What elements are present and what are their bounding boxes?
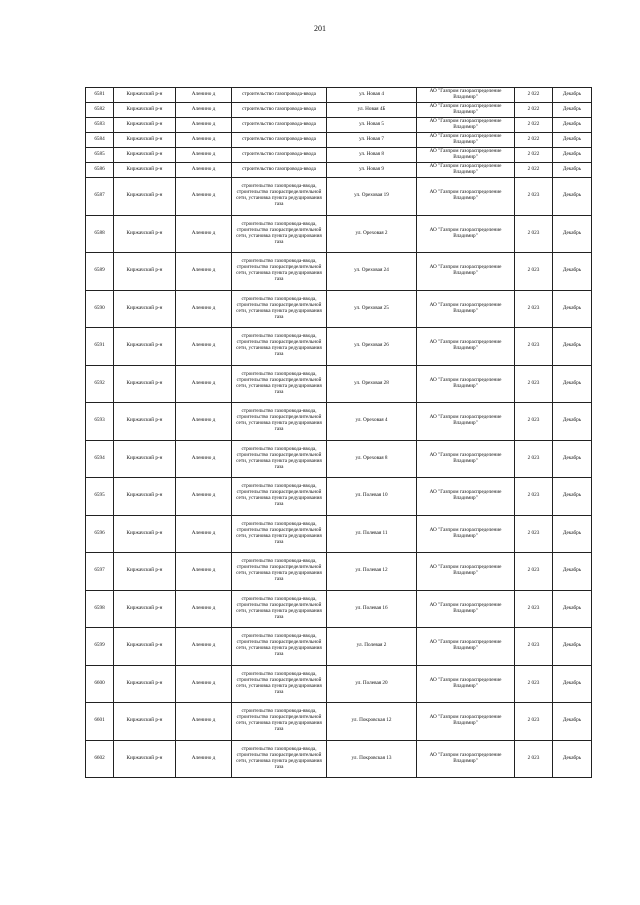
work-type-cell: строительство газопровода-ввода, строительство газораспределительной сети, установка пункта редуцирования газа bbox=[232, 253, 327, 291]
organization-cell: АО "Газпром газораспределение Владимир" bbox=[417, 118, 515, 133]
table-row bbox=[86, 103, 592, 118]
table-row bbox=[86, 133, 592, 148]
year-cell: 2 022 bbox=[515, 163, 553, 178]
address-cell: ул. Ореховая 24 bbox=[327, 253, 417, 291]
row-number: 6600 bbox=[86, 665, 114, 703]
address-cell: ул. Полевая 20 bbox=[327, 665, 417, 703]
locality-cell: Аленино д bbox=[176, 515, 232, 553]
address-cell: ул. Новая 5 bbox=[327, 118, 417, 133]
row-number: 6584 bbox=[86, 133, 114, 148]
table-row bbox=[86, 553, 592, 591]
year-cell: 2 023 bbox=[515, 403, 553, 441]
locality-cell: Аленино д bbox=[176, 290, 232, 328]
month-cell: Декабрь bbox=[553, 118, 592, 133]
organization-cell: АО "Газпром газораспределение Владимир" bbox=[417, 88, 515, 103]
organization-cell: АО "Газпром газораспределение Владимир" bbox=[417, 253, 515, 291]
work-type-cell: строительство газопровода-ввода, строительство газораспределительной сети, установка пункта редуцирования газа bbox=[232, 665, 327, 703]
year-cell: 2 022 bbox=[515, 103, 553, 118]
locality-cell: Аленино д bbox=[176, 328, 232, 366]
month-cell: Декабрь bbox=[553, 553, 592, 591]
locality-cell: Аленино д bbox=[176, 103, 232, 118]
month-cell: Декабрь bbox=[553, 148, 592, 163]
month-cell: Декабрь bbox=[553, 478, 592, 516]
locality-cell: Аленино д bbox=[176, 740, 232, 778]
month-cell: Декабрь bbox=[553, 178, 592, 216]
year-cell: 2 023 bbox=[515, 290, 553, 328]
table-row bbox=[86, 148, 592, 163]
work-type-cell: строительство газопровода-ввода bbox=[232, 88, 327, 103]
district-cell: Киржачский р-н bbox=[114, 478, 176, 516]
work-type-cell: строительство газопровода-ввода bbox=[232, 163, 327, 178]
organization-cell: АО "Газпром газораспределение Владимир" bbox=[417, 515, 515, 553]
year-cell: 2 022 bbox=[515, 118, 553, 133]
address-cell: ул. Ореховая 2 bbox=[327, 215, 417, 253]
address-cell: ул. Ореховая 25 bbox=[327, 290, 417, 328]
row-number: 6590 bbox=[86, 290, 114, 328]
address-cell: ул. Полевая 16 bbox=[327, 590, 417, 628]
district-cell: Киржачский р-н bbox=[114, 215, 176, 253]
work-type-cell: строительство газопровода-ввода, строительство газораспределительной сети, установка пункта редуцирования газа bbox=[232, 403, 327, 441]
table-row bbox=[86, 478, 592, 516]
month-cell: Декабрь bbox=[553, 590, 592, 628]
address-cell: ул. Ореховая 8 bbox=[327, 440, 417, 478]
district-cell: Киржачский р-н bbox=[114, 628, 176, 666]
locality-cell: Аленино д bbox=[176, 215, 232, 253]
address-cell: ул. Ореховая 4 bbox=[327, 403, 417, 441]
row-number: 6592 bbox=[86, 365, 114, 403]
address-cell: ул. Покровская 13 bbox=[327, 740, 417, 778]
month-cell: Декабрь bbox=[553, 365, 592, 403]
row-number: 6581 bbox=[86, 88, 114, 103]
organization-cell: АО "Газпром газораспределение Владимир" bbox=[417, 590, 515, 628]
district-cell: Киржачский р-н bbox=[114, 133, 176, 148]
month-cell: Декабрь bbox=[553, 628, 592, 666]
month-cell: Декабрь bbox=[553, 253, 592, 291]
month-cell: Декабрь bbox=[553, 328, 592, 366]
district-cell: Киржачский р-н bbox=[114, 365, 176, 403]
year-cell: 2 022 bbox=[515, 88, 553, 103]
year-cell: 2 023 bbox=[515, 665, 553, 703]
organization-cell: АО "Газпром газораспределение Владимир" bbox=[417, 215, 515, 253]
locality-cell: Аленино д bbox=[176, 590, 232, 628]
district-cell: Киржачский р-н bbox=[114, 440, 176, 478]
year-cell: 2 023 bbox=[515, 440, 553, 478]
table-row bbox=[86, 703, 592, 741]
year-cell: 2 023 bbox=[515, 365, 553, 403]
month-cell: Декабрь bbox=[553, 133, 592, 148]
locality-cell: Аленино д bbox=[176, 133, 232, 148]
table-row bbox=[86, 253, 592, 291]
district-cell: Киржачский р-н bbox=[114, 403, 176, 441]
address-cell: ул. Новая 4Б bbox=[327, 103, 417, 118]
organization-cell: АО "Газпром газораспределение Владимир" bbox=[417, 628, 515, 666]
locality-cell: Аленино д bbox=[176, 703, 232, 741]
row-number: 6586 bbox=[86, 163, 114, 178]
address-cell: ул. Новая 7 bbox=[327, 133, 417, 148]
address-cell: ул. Полевая 2 bbox=[327, 628, 417, 666]
table-row bbox=[86, 290, 592, 328]
district-cell: Киржачский р-н bbox=[114, 88, 176, 103]
work-type-cell: строительство газопровода-ввода, строительство газораспределительной сети, установка пункта редуцирования газа bbox=[232, 628, 327, 666]
year-cell: 2 023 bbox=[515, 703, 553, 741]
table-row bbox=[86, 515, 592, 553]
table-body bbox=[86, 88, 592, 778]
work-type-cell: строительство газопровода-ввода, строительство газораспределительной сети, установка пункта редуцирования газа bbox=[232, 290, 327, 328]
organization-cell: АО "Газпром газораспределение Владимир" bbox=[417, 290, 515, 328]
locality-cell: Аленино д bbox=[176, 553, 232, 591]
organization-cell: АО "Газпром газораспределение Владимир" bbox=[417, 365, 515, 403]
month-cell: Декабрь bbox=[553, 440, 592, 478]
address-cell: ул. Ореховая 19 bbox=[327, 178, 417, 216]
organization-cell: АО "Газпром газораспределение Владимир" bbox=[417, 740, 515, 778]
address-cell: ул. Полевая 10 bbox=[327, 478, 417, 516]
work-type-cell: строительство газопровода-ввода, строительство газораспределительной сети, установка пункта редуцирования газа bbox=[232, 440, 327, 478]
work-type-cell: строительство газопровода-ввода, строительство газораспределительной сети, установка пункта редуцирования газа bbox=[232, 515, 327, 553]
locality-cell: Аленино д bbox=[176, 148, 232, 163]
table-row bbox=[86, 215, 592, 253]
month-cell: Декабрь bbox=[553, 103, 592, 118]
work-type-cell: строительство газопровода-ввода, строительство газораспределительной сети, установка пункта редуцирования газа bbox=[232, 740, 327, 778]
year-cell: 2 022 bbox=[515, 148, 553, 163]
district-cell: Киржачский р-н bbox=[114, 553, 176, 591]
month-cell: Декабрь bbox=[553, 163, 592, 178]
organization-cell: АО "Газпром газораспределение Владимир" bbox=[417, 440, 515, 478]
district-cell: Киржачский р-н bbox=[114, 703, 176, 741]
organization-cell: АО "Газпром газораспределение Владимир" bbox=[417, 403, 515, 441]
district-cell: Киржачский р-н bbox=[114, 515, 176, 553]
address-cell: ул. Новая 9 bbox=[327, 163, 417, 178]
work-type-cell: строительство газопровода-ввода, строительство газораспределительной сети, установка пункта редуцирования газа bbox=[232, 328, 327, 366]
row-number: 6594 bbox=[86, 440, 114, 478]
table-row bbox=[86, 88, 592, 103]
district-cell: Киржачский р-н bbox=[114, 118, 176, 133]
year-cell: 2 023 bbox=[515, 215, 553, 253]
year-cell: 2 023 bbox=[515, 553, 553, 591]
row-number: 6599 bbox=[86, 628, 114, 666]
district-cell: Киржачский р-н bbox=[114, 253, 176, 291]
locality-cell: Аленино д bbox=[176, 403, 232, 441]
organization-cell: АО "Газпром газораспределение Владимир" bbox=[417, 553, 515, 591]
locality-cell: Аленино д bbox=[176, 118, 232, 133]
district-cell: Киржачский р-н bbox=[114, 665, 176, 703]
row-number: 6591 bbox=[86, 328, 114, 366]
year-cell: 2 023 bbox=[515, 178, 553, 216]
organization-cell: АО "Газпром газораспределение Владимир" bbox=[417, 103, 515, 118]
year-cell: 2 023 bbox=[515, 253, 553, 291]
address-cell: ул. Ореховая 26 bbox=[327, 328, 417, 366]
table-row bbox=[86, 365, 592, 403]
year-cell: 2 023 bbox=[515, 478, 553, 516]
work-type-cell: строительство газопровода-ввода bbox=[232, 133, 327, 148]
table-row bbox=[86, 163, 592, 178]
locality-cell: Аленино д bbox=[176, 88, 232, 103]
district-cell: Киржачский р-н bbox=[114, 740, 176, 778]
address-cell: ул. Покровская 12 bbox=[327, 703, 417, 741]
district-cell: Киржачский р-н bbox=[114, 178, 176, 216]
organization-cell: АО "Газпром газораспределение Владимир" bbox=[417, 478, 515, 516]
organization-cell: АО "Газпром газораспределение Владимир" bbox=[417, 148, 515, 163]
work-type-cell: строительство газопровода-ввода, строительство газораспределительной сети, установка пункта редуцирования газа bbox=[232, 553, 327, 591]
row-number: 6598 bbox=[86, 590, 114, 628]
address-cell: ул. Ореховая 28 bbox=[327, 365, 417, 403]
table-row bbox=[86, 403, 592, 441]
address-cell: ул. Новая 8 bbox=[327, 148, 417, 163]
organization-cell: АО "Газпром газораспределение Владимир" bbox=[417, 703, 515, 741]
locality-cell: Аленино д bbox=[176, 440, 232, 478]
locality-cell: Аленино д bbox=[176, 628, 232, 666]
address-cell: ул. Полевая 11 bbox=[327, 515, 417, 553]
year-cell: 2 023 bbox=[515, 515, 553, 553]
organization-cell: АО "Газпром газораспределение Владимир" bbox=[417, 163, 515, 178]
district-cell: Киржачский р-н bbox=[114, 163, 176, 178]
locality-cell: Аленино д bbox=[176, 665, 232, 703]
table-row bbox=[86, 740, 592, 778]
locality-cell: Аленино д bbox=[176, 178, 232, 216]
organization-cell: АО "Газпром газораспределение Владимир" bbox=[417, 328, 515, 366]
table-row bbox=[86, 328, 592, 366]
organization-cell: АО "Газпром газораспределение Владимир" bbox=[417, 665, 515, 703]
locality-cell: Аленино д bbox=[176, 163, 232, 178]
month-cell: Декабрь bbox=[553, 665, 592, 703]
work-type-cell: строительство газопровода-ввода bbox=[232, 118, 327, 133]
month-cell: Декабрь bbox=[553, 403, 592, 441]
row-number: 6583 bbox=[86, 118, 114, 133]
row-number: 6601 bbox=[86, 703, 114, 741]
table-row bbox=[86, 118, 592, 133]
district-cell: Киржачский р-н bbox=[114, 590, 176, 628]
work-type-cell: строительство газопровода-ввода bbox=[232, 148, 327, 163]
month-cell: Декабрь bbox=[553, 215, 592, 253]
row-number: 6585 bbox=[86, 148, 114, 163]
gasification-table bbox=[85, 87, 592, 778]
year-cell: 2 023 bbox=[515, 328, 553, 366]
work-type-cell: строительство газопровода-ввода, строительство газораспределительной сети, установка пункта редуцирования газа bbox=[232, 178, 327, 216]
row-number: 6595 bbox=[86, 478, 114, 516]
row-number: 6593 bbox=[86, 403, 114, 441]
row-number: 6582 bbox=[86, 103, 114, 118]
locality-cell: Аленино д bbox=[176, 478, 232, 516]
work-type-cell: строительство газопровода-ввода, строительство газораспределительной сети, установка пункта редуцирования газа bbox=[232, 590, 327, 628]
page-number: 201 bbox=[314, 24, 326, 33]
year-cell: 2 023 bbox=[515, 740, 553, 778]
row-number: 6602 bbox=[86, 740, 114, 778]
locality-cell: Аленино д bbox=[176, 253, 232, 291]
table-row bbox=[86, 178, 592, 216]
work-type-cell: строительство газопровода-ввода, строительство газораспределительной сети, установка пункта редуцирования газа bbox=[232, 365, 327, 403]
work-type-cell: строительство газопровода-ввода, строительство газораспределительной сети, установка пункта редуцирования газа bbox=[232, 703, 327, 741]
year-cell: 2 023 bbox=[515, 590, 553, 628]
locality-cell: Аленино д bbox=[176, 365, 232, 403]
district-cell: Киржачский р-н bbox=[114, 148, 176, 163]
organization-cell: АО "Газпром газораспределение Владимир" bbox=[417, 133, 515, 148]
table-row bbox=[86, 440, 592, 478]
work-type-cell: строительство газопровода-ввода bbox=[232, 103, 327, 118]
district-cell: Киржачский р-н bbox=[114, 328, 176, 366]
row-number: 6587 bbox=[86, 178, 114, 216]
month-cell: Декабрь bbox=[553, 703, 592, 741]
month-cell: Декабрь bbox=[553, 740, 592, 778]
table-row bbox=[86, 590, 592, 628]
row-number: 6589 bbox=[86, 253, 114, 291]
district-cell: Киржачский р-н bbox=[114, 290, 176, 328]
year-cell: 2 023 bbox=[515, 628, 553, 666]
table-row bbox=[86, 628, 592, 666]
district-cell: Киржачский р-н bbox=[114, 103, 176, 118]
table-row bbox=[86, 665, 592, 703]
work-type-cell: строительство газопровода-ввода, строительство газораспределительной сети, установка пункта редуцирования газа bbox=[232, 478, 327, 516]
month-cell: Декабрь bbox=[553, 515, 592, 553]
row-number: 6588 bbox=[86, 215, 114, 253]
month-cell: Декабрь bbox=[553, 290, 592, 328]
year-cell: 2 022 bbox=[515, 133, 553, 148]
row-number: 6596 bbox=[86, 515, 114, 553]
work-type-cell: строительство газопровода-ввода, строительство газораспределительной сети, установка пункта редуцирования газа bbox=[232, 215, 327, 253]
month-cell: Декабрь bbox=[553, 88, 592, 103]
address-cell: ул. Новая 4 bbox=[327, 88, 417, 103]
row-number: 6597 bbox=[86, 553, 114, 591]
organization-cell: АО "Газпром газораспределение Владимир" bbox=[417, 178, 515, 216]
address-cell: ул. Полевая 12 bbox=[327, 553, 417, 591]
